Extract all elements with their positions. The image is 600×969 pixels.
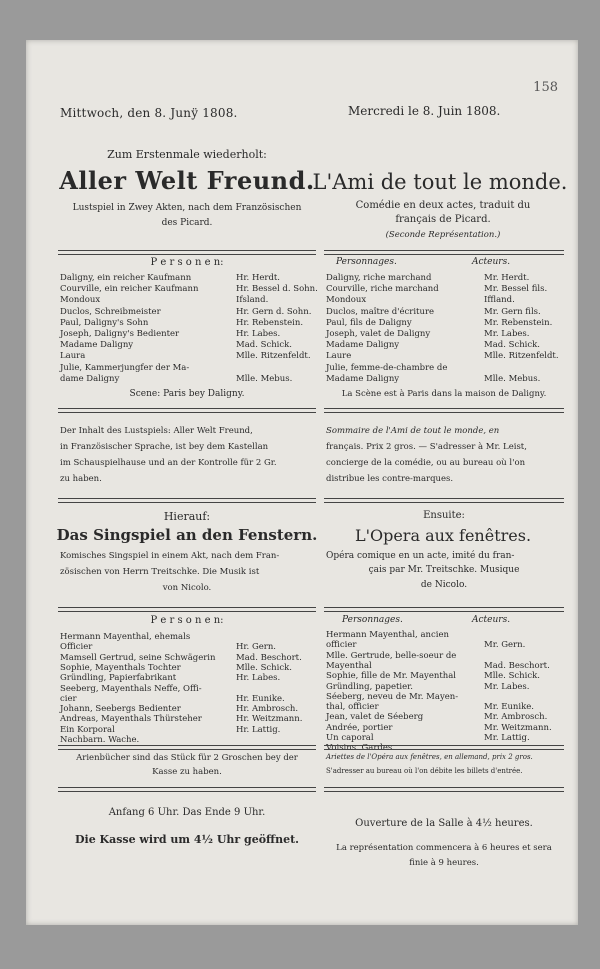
divider (58, 408, 316, 413)
left-date: Mittwoch, den 8. Junÿ 1808. (60, 106, 238, 120)
playbill-page (26, 40, 578, 925)
cast-actor: Mlle. Schick. (484, 671, 540, 682)
cast-actor: Hr. Lattig. (236, 724, 281, 735)
cast-role: Andrée, portier (326, 722, 393, 733)
left-notice-3: im Schauspielhause und an der Kontrolle für 2 Gr. (60, 458, 277, 468)
left-sub2-3: von Nicolo. (162, 583, 212, 593)
left-arien-1: Arienbücher sind das Stück für 2 Groschen bey der (76, 753, 298, 763)
cast-role: Paul, Daligny's Sohn (60, 317, 149, 328)
cast-role: Gründling, papetier. (326, 681, 413, 692)
left-times: Anfang 6 Uhr. Das Ende 9 Uhr. (108, 807, 266, 818)
cast-actor: Mr. Weitzmann. (484, 722, 552, 733)
cast-role: Séeberg, neveu de Mr. Mayen- (326, 691, 459, 702)
right-sub2-3: de Nicolo. (420, 580, 468, 590)
divider (58, 787, 316, 792)
left-persons-header: P e r s o n e n: (150, 257, 224, 268)
cast-actor: Hr. Gern. (236, 642, 277, 653)
cast-actor: Mr. Gern. (484, 640, 526, 651)
left-subtitle-1: Lustspiel in Zwey Akten, nach dem Französischen (72, 203, 302, 213)
cast-actor: Mr. Lattig. (484, 733, 530, 743)
right-times-1: La représentation commencera à 6 heures et sera (336, 843, 552, 853)
right-times-2: finie à 9 heures. (409, 858, 479, 868)
left-notice-2: in Französischer Sprache, ist bey dem Kastellan (60, 442, 269, 452)
cast-role: Daligny, ein reicher Kaufmann (60, 273, 192, 283)
divider (324, 250, 564, 255)
divider (324, 787, 564, 792)
cast-role: Duclos, maître d'écriture (326, 306, 435, 317)
right-arien-1: Ariettes de l'Opéra aux fenêtres, en allemand, prix 2 gros. (326, 753, 533, 761)
cast-actor: Mr. Labes. (484, 681, 530, 692)
cast-role: Sophie, Mayenthals Tochter (60, 662, 181, 673)
cast-role: Voisins. Gardes. (326, 743, 395, 754)
cast-role: Gründling, Papierfabrikant (60, 673, 177, 684)
cast-role: Johann, Seebergs Bedienter (60, 704, 181, 715)
cast-role: Joseph, valet de Daligny (326, 329, 431, 339)
right-col-actors: Acteurs. (472, 257, 511, 267)
cast-actor: Mlle. Schick. (236, 662, 292, 673)
cast-actor: Ifsland. (236, 295, 269, 306)
cast-role: Daligny, riche marchand (326, 273, 432, 283)
left-notice-1: Der Inhalt des Lustspiels: Aller Welt Freund, (60, 426, 253, 436)
divider (324, 498, 564, 503)
cast-actor: Mr. Herdt. (484, 273, 530, 283)
cast-actor: Mr. Eunike. (484, 702, 534, 713)
divider (58, 250, 316, 255)
cast-actor: Hr. Herdt. (236, 273, 281, 283)
left-notice-4: zu haben. (60, 474, 102, 484)
page-number: 158 (533, 80, 558, 95)
cast-role: Courville, ein reicher Kaufmann (60, 284, 199, 295)
right-subtitle-3: (Seconde Représentation.) (385, 230, 501, 240)
cast-role: Mondoux (326, 295, 367, 306)
cast-role: dame Daligny (60, 373, 120, 384)
cast-actor: Mr. Bessel fils. (484, 284, 548, 295)
left-persons-header-2: P e r s o n e n: (150, 615, 224, 626)
cast-actor: Mad. Schick. (484, 340, 541, 351)
cast-actor: Hr. Bessel d. Sohn. (236, 284, 318, 295)
right-sub2-1: Opéra comique en un acte, imité du fran- (326, 551, 515, 561)
divider (324, 408, 564, 413)
cast-role: Madame Daligny (60, 340, 134, 351)
right-then: Ensuite: (423, 510, 465, 521)
cast-role: Hermann Mayenthal, ehemals (60, 632, 191, 642)
right-scene: La Scène est à Paris dans la maison de Daligny. (341, 389, 547, 399)
left-then: Hierauf: (163, 510, 211, 523)
right-notice-3: concierge de la comédie, ou au bureau où l'on (326, 458, 526, 468)
cast-actor: Mr. Ambrosch. (484, 712, 548, 723)
cast-role: Andreas, Mayenthals Thürsteher (60, 714, 202, 725)
right-title: L'Ami de tout le monde. (312, 170, 568, 194)
cast-role: Jean, valet de Séeberg (326, 712, 424, 723)
right-subtitle-2: français de Picard. (395, 214, 491, 225)
cast-actor: Hr. Rebenstein. (236, 317, 304, 328)
cast-actor: Mad. Beschort. (236, 652, 302, 663)
cast-actor: Hr. Labes. (236, 673, 281, 684)
cast-role: cier (60, 693, 77, 704)
left-sub2-1: Komisches Singspiel in einem Akt, nach dem Fran- (60, 551, 280, 561)
right-title-2: L'Opera aux fenêtres. (354, 526, 532, 545)
left-title-2: Das Singspiel an den Fenstern. (56, 526, 318, 544)
right-notice-2: français. Prix 2 gros. — S'adresser à Mr. Leist, (326, 442, 527, 452)
right-sub2-2: çais par Mr. Treitschke. Musique (368, 565, 520, 575)
left-scene: Scene: Paris bey Daligny. (129, 389, 245, 399)
cast-role: thal, officier (326, 702, 379, 713)
cast-role: Julie, Kammerjungfer der Ma- (60, 362, 190, 373)
right-opening: Ouverture de la Salle à 4½ heures. (355, 818, 533, 829)
cast-actor: Hr. Gern d. Sohn. (236, 306, 312, 317)
right-notice-4: distribue les contre-marques. (326, 474, 454, 484)
cast-actor: Mr. Rebenstein. (484, 317, 553, 328)
cast-actor: Mad. Beschort. (484, 660, 550, 671)
cast-role: Sophie, fille de Mr. Mayenthal (326, 671, 457, 682)
cast-actor: Mlle. Mebus. (484, 373, 541, 384)
cast-role: Mondoux (60, 295, 101, 306)
cast-actor: Mlle. Ritzenfeldt. (236, 351, 311, 362)
right-subtitle-1: Comédie en deux actes, traduit du (355, 200, 531, 211)
cast-role: Mamsell Gertrud, seine Schwägerin (60, 652, 216, 663)
cast-actor: Mlle. Ritzenfeldt. (484, 351, 559, 362)
cast-role: Hermann Mayenthal, ancien (326, 630, 449, 640)
cast-role: officier (326, 640, 357, 651)
right-col-roles: Personnages. (336, 257, 397, 267)
cast-actor: Mlle. Mebus. (236, 373, 293, 384)
cast-role: Un caporal (326, 733, 374, 743)
cast-actor: Mr. Gern fils. (484, 306, 541, 317)
left-heading: Zum Erstenmale wiederholt: (107, 148, 267, 161)
divider (324, 607, 564, 612)
cast-role: Nachbarn. Wache. (60, 735, 140, 745)
cast-actor: Mad. Schick. (236, 340, 293, 351)
divider (58, 745, 316, 750)
cast-role: Paul, fils de Daligny (326, 317, 412, 328)
divider (324, 745, 564, 750)
cast-role: Seeberg, Mayenthals Neffe, Offi- (60, 683, 202, 694)
cast-actor: Hr. Eunike. (236, 693, 285, 704)
divider (58, 498, 316, 503)
cast-role: Duclos, Schreibmeister (60, 306, 161, 317)
cast-role: Julie, femme-de-chambre de (326, 362, 448, 373)
cast-actor: Mr. Labes. (484, 329, 530, 339)
right-date: Mercredi le 8. Juin 1808. (348, 104, 501, 118)
cast-role: Mlle. Gertrude, belle-soeur de (326, 650, 457, 661)
left-kasse: Die Kasse wird um 4½ Uhr geöffnet. (74, 833, 299, 846)
cast-actor: Hr. Weitzmann. (236, 714, 303, 725)
right-col-actors-2: Acteurs. (472, 615, 511, 625)
cast-role: Madame Daligny (326, 373, 400, 384)
cast-actor: Iffland. (484, 295, 515, 306)
cast-actor: Hr. Ambrosch. (236, 704, 299, 715)
cast-role: Joseph, Daligny's Bedienter (60, 329, 180, 339)
left-title: Aller Welt Freund. (59, 166, 315, 195)
cast-role: Officier (60, 642, 93, 653)
cast-role: Laura (60, 351, 86, 362)
right-col-roles-2: Personnages. (342, 615, 403, 625)
cast-role: Laure (326, 351, 352, 362)
cast-role: Ein Korporal (60, 724, 115, 735)
right-notice-1: Sommaire de l'Ami de tout le monde, en (326, 426, 500, 436)
cast-role: Mayenthal (326, 660, 372, 671)
divider (58, 607, 316, 612)
left-arien-2: Kasse zu haben. (152, 767, 222, 777)
left-subtitle-2: des Picard. (161, 218, 213, 228)
left-sub2-2: zösischen von Herrn Treitschke. Die Musik ist (60, 567, 260, 577)
cast-actor: Hr. Labes. (236, 329, 281, 339)
cast-role: Courville, riche marchand (326, 284, 439, 295)
cast-role: Madame Daligny (326, 340, 400, 351)
right-arien-2: S'adresser au bureau où l'on débite les billets d'entrée. (326, 767, 523, 775)
